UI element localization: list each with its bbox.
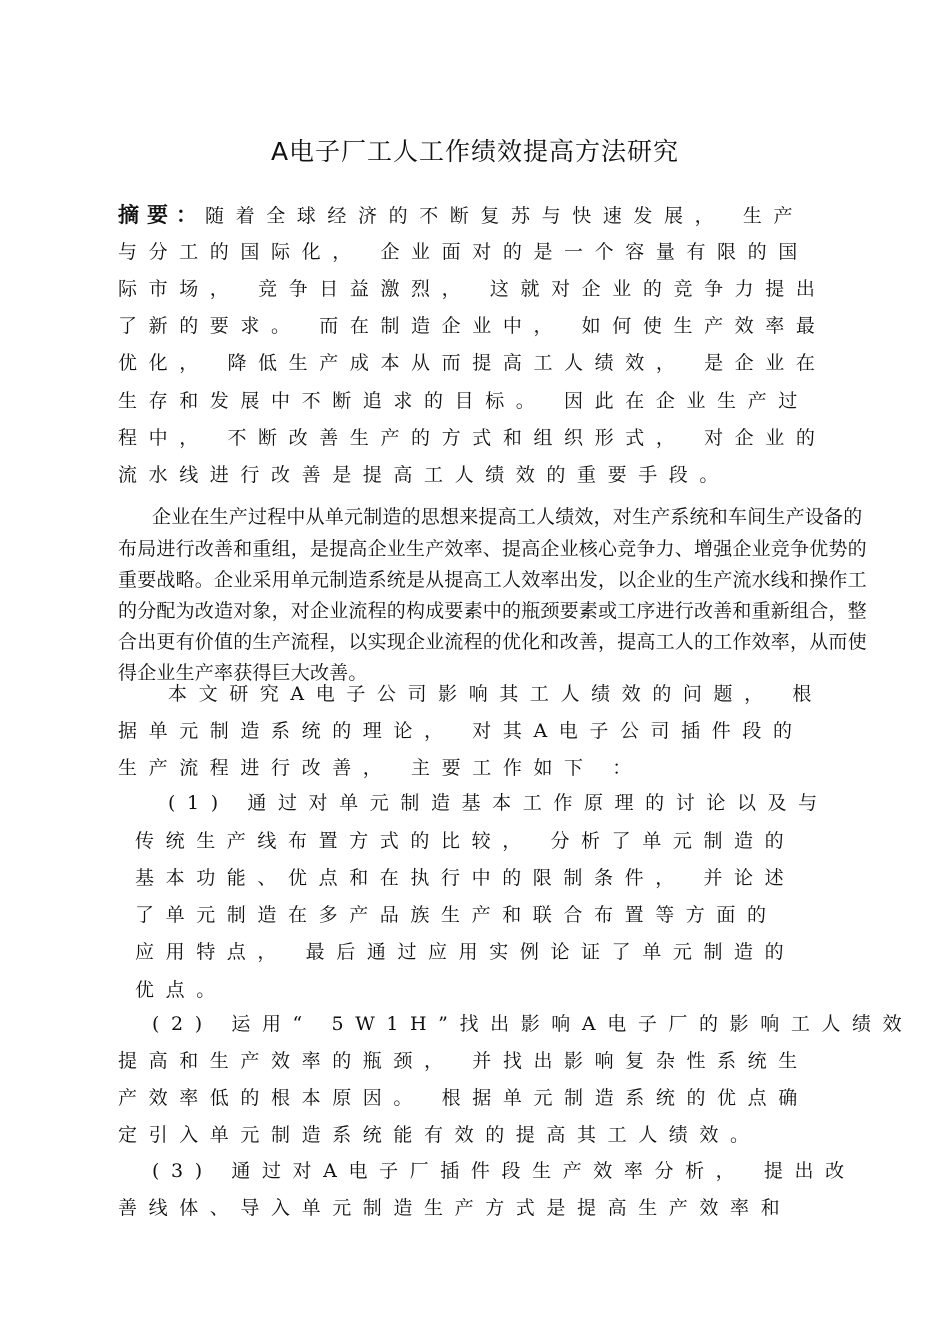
abstract-line: 际市场， 竞争日益激烈， 这就对企业的竞争力提出 <box>118 278 827 300</box>
list-item-line: 应用特点， 最后通过应用实例论证了单元制造的 <box>135 941 796 963</box>
paragraph-line: 的分配为改造对象，对企业流程的构成要素中的瓶颈要素或工序进行改善和重新组合，整 <box>118 600 867 622</box>
list-item-line: 产效率低的根本原因。 根据单元制造系统的优点确 <box>118 1087 809 1109</box>
paragraph-line: 本文研究A电子公司影响其工人绩效的问题， 根 <box>168 683 823 705</box>
list-item-line: 定引入单元制造系统能有效的提高其工人绩效。 <box>118 1124 761 1146</box>
paragraph-line: 得企业生产率获得巨大改善。 <box>118 662 368 684</box>
paragraph-line: 企业在生产过程中从单元制造的思想来提高工人绩效，对生产系统和车间生产设备的 <box>152 506 863 528</box>
list-item-line: 善线体、导入单元制造生产方式是提高生产效率和 <box>118 1197 792 1219</box>
abstract-line: 程中， 不断改善生产的方式和组织形式， 对企业的 <box>118 427 827 449</box>
abstract-label: 摘要： <box>118 203 205 227</box>
abstract-line: 随着全球经济的不断复苏与快速发展， 生产 <box>205 205 805 227</box>
document-title: A电子厂工人工作绩效提高方法研究 <box>270 137 680 166</box>
paragraph-line: 布局进行改善和重组，是提高企业生产效率、提高企业核心竞争力、增强企业竞争优势的 <box>118 538 867 560</box>
list-item-line: 提高和生产效率的瓶颈， 并找出影响复杂性系统生 <box>118 1050 809 1072</box>
paragraph-line: 合出更有价值的生产流程，以实现企业流程的优化和改善，提高工人的工作效率，从而使 <box>118 631 867 653</box>
abstract-line: 生存和发展中不断追求的目标。 因此在企业生产过 <box>118 390 809 412</box>
abstract-line: 流水线进行改善是提高工人绩效的重要手段。 <box>118 464 731 486</box>
paragraph-line: 生产流程进行改善， 主要工作如下 ： <box>118 757 643 779</box>
list-item-line: 传统生产线布置方式的比较， 分析了单元制造的 <box>135 830 796 852</box>
list-item-line: 基本功能、优点和在执行中的限制条件， 并论述 <box>135 867 796 889</box>
list-item-line: (1) 通过对单元制造基本工作原理的讨论以及与 <box>168 792 829 814</box>
list-item-line: 优点。 <box>135 979 227 1001</box>
list-item-line: (2) 运用“ 5W1H”找出影响A电子厂的影响工人绩效 <box>152 1013 914 1035</box>
paragraph-line: 据单元制造系统的理论， 对其A电子公司插件段的 <box>118 720 804 742</box>
abstract-line: 了新的要求。 而在制造企业中， 如何使生产效率最 <box>118 315 827 337</box>
list-item-line: 了单元制造在多产品族生产和联合布置等方面的 <box>135 904 778 926</box>
abstract-line: 与分工的国际化， 企业面对的是一个容量有限的国 <box>118 241 809 263</box>
paragraph-line: 重要战略。企业采用单元制造系统是从提高工人效率出发，以企业的生产流水线和操作工 <box>118 569 867 591</box>
list-item-line: (3) 通过对A电子厂插件段生产效率分析， 提出改 <box>152 1160 856 1182</box>
abstract-line: 优化， 降低生产成本从而提高工人绩效， 是企业在 <box>118 352 827 374</box>
